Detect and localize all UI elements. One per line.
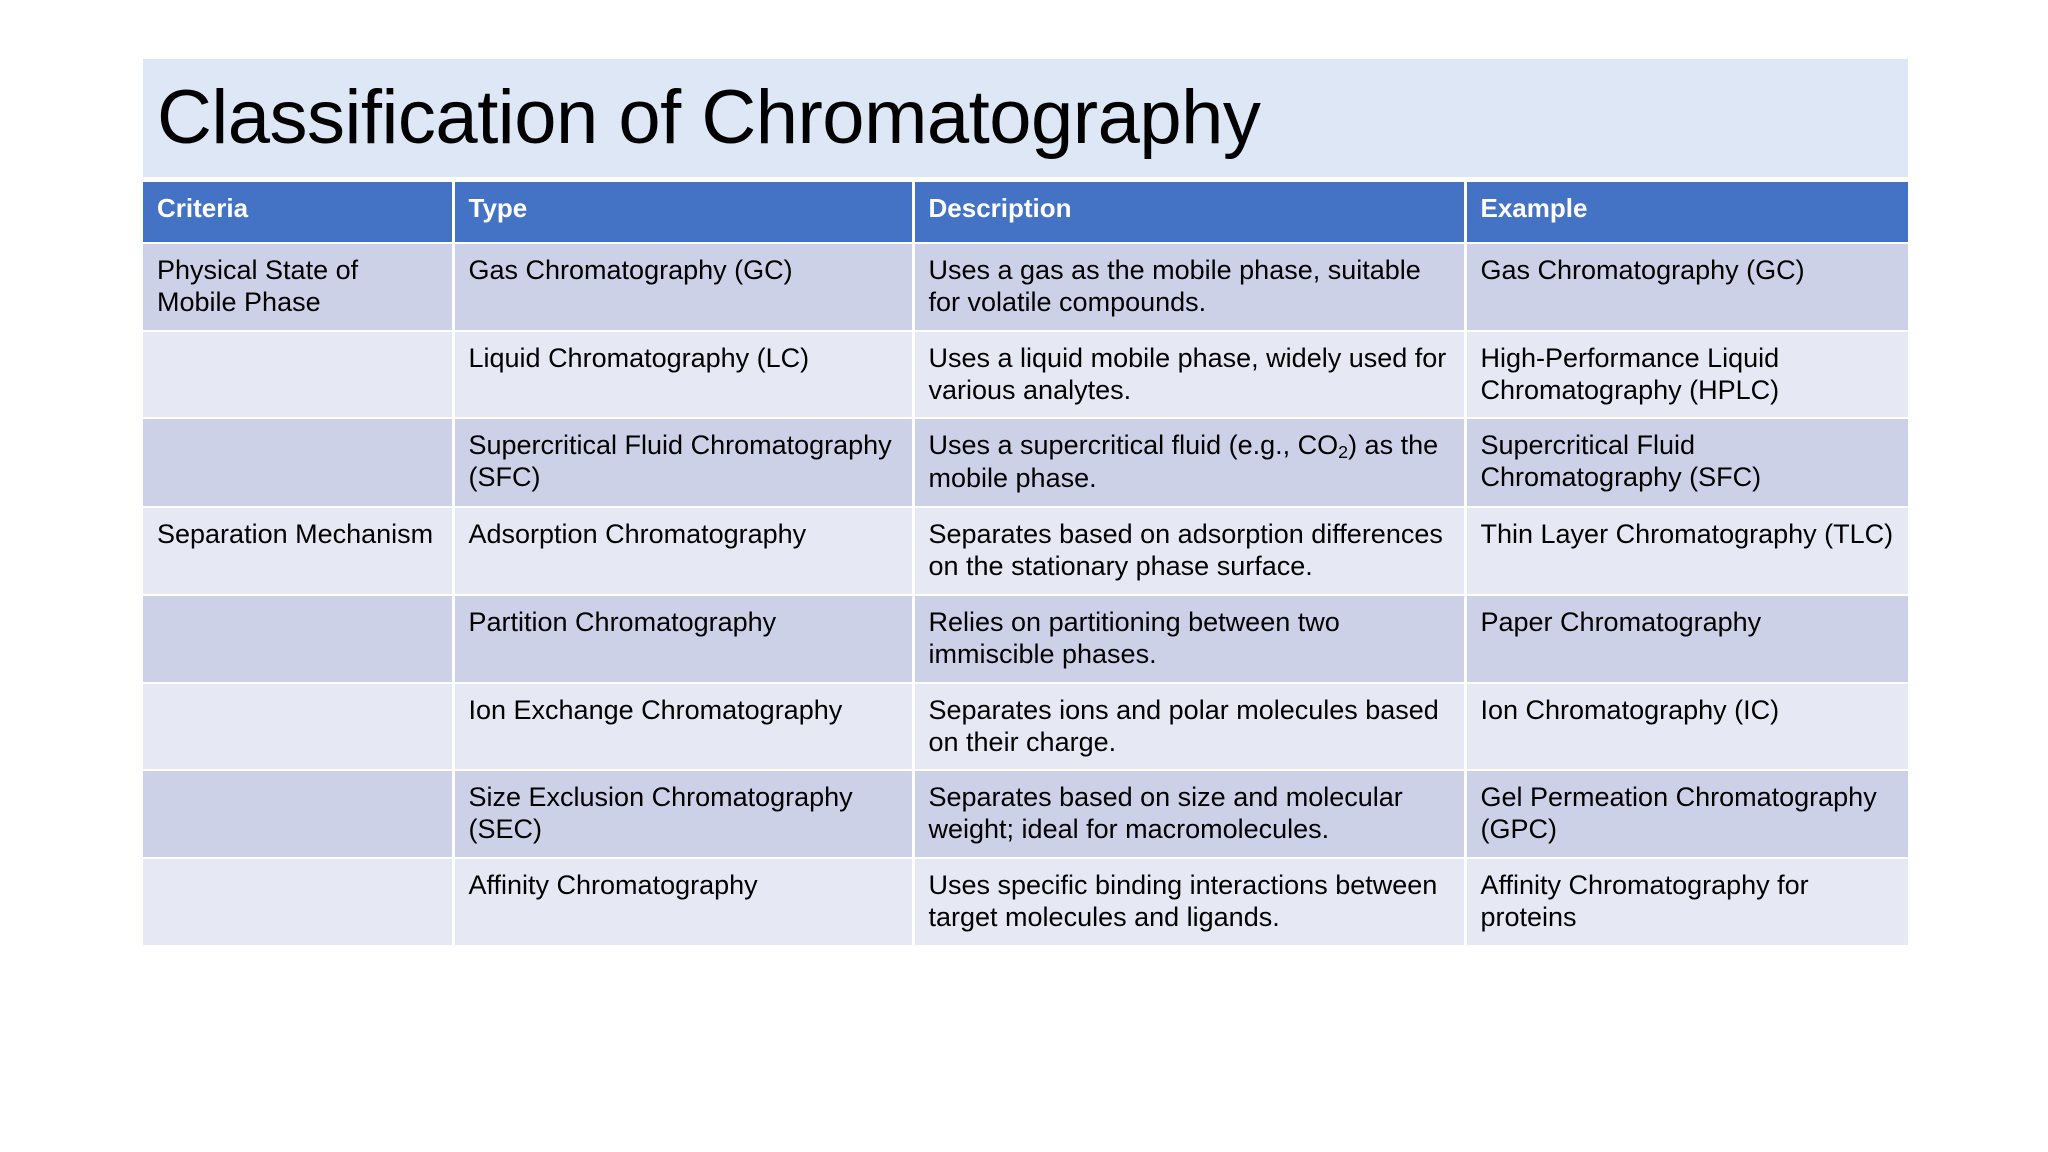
- cell-description: Uses specific binding interactions between target molecules and ligands.: [913, 858, 1465, 946]
- cell-example: High-Performance Liquid Chromatography (HPLC): [1465, 331, 1908, 419]
- cell-description: Separates based on adsorption differences on the stationary phase surface.: [913, 507, 1465, 595]
- cell-criteria: [143, 770, 453, 858]
- cell-type: Partition Chromatography: [453, 595, 913, 683]
- cell-description: Separates based on size and molecular weight; ideal for macromolecules.: [913, 770, 1465, 858]
- cell-description: Uses a supercritical fluid (e.g., $CO_2$) as the mobile phase.: [913, 418, 1465, 507]
- table-header: [143, 181, 1908, 243]
- title-band: [143, 59, 1908, 177]
- cell-type: Adsorption Chromatography: [453, 507, 913, 595]
- cell-description: Separates ions and polar molecules based on their charge.: [913, 683, 1465, 771]
- page-title: Classification of Chromatography: [157, 75, 1261, 160]
- cell-example: Affinity Chromatography for proteins: [1465, 858, 1908, 946]
- cell-criteria: Separation Mechanism: [143, 507, 453, 595]
- table-row: [143, 595, 1908, 683]
- table-header-row: [143, 181, 1908, 243]
- cell-example: Paper Chromatography: [1465, 595, 1908, 683]
- cell-criteria: Physical State of Mobile Phase: [143, 243, 453, 331]
- cell-example: Gel Permeation Chromatography (GPC): [1465, 770, 1908, 858]
- table-row: [143, 683, 1908, 771]
- cell-type: Supercritical Fluid Chromatography (SFC): [453, 418, 913, 507]
- cell-type: Liquid Chromatography (LC): [453, 331, 913, 419]
- cell-description: Uses a gas as the mobile phase, suitable for volatile compounds.: [913, 243, 1465, 331]
- cell-type: Gas Chromatography (GC): [453, 243, 913, 331]
- table-row: [143, 418, 1908, 507]
- column-header-example: Example: [1465, 181, 1908, 243]
- table-body: [143, 243, 1908, 946]
- cell-example: Supercritical Fluid Chromatography (SFC): [1465, 418, 1908, 507]
- subscript: 2: [1338, 442, 1349, 463]
- column-header-description: Description: [913, 181, 1465, 243]
- table-row: [143, 858, 1908, 946]
- table-row: [143, 770, 1908, 858]
- classification-table: [143, 180, 1908, 947]
- cell-criteria: [143, 595, 453, 683]
- cell-criteria: [143, 418, 453, 507]
- table-row: [143, 331, 1908, 419]
- cell-type: Size Exclusion Chromatography (SEC): [453, 770, 913, 858]
- cell-criteria: [143, 331, 453, 419]
- classification-table-container: [143, 180, 1908, 947]
- column-header-type: Type: [453, 181, 913, 243]
- cell-example: Ion Chromatography (IC): [1465, 683, 1908, 771]
- cell-description: Relies on partitioning between two immiscible phases.: [913, 595, 1465, 683]
- cell-example: Gas Chromatography (GC): [1465, 243, 1908, 331]
- cell-type: Ion Exchange Chromatography: [453, 683, 913, 771]
- cell-type: Affinity Chromatography: [453, 858, 913, 946]
- cell-criteria: [143, 683, 453, 771]
- cell-criteria: [143, 858, 453, 946]
- column-header-criteria: Criteria: [143, 181, 453, 243]
- table-row: [143, 507, 1908, 595]
- cell-description: Uses a liquid mobile phase, widely used for various analytes.: [913, 331, 1465, 419]
- table-row: [143, 243, 1908, 331]
- cell-example: Thin Layer Chromatography (TLC): [1465, 507, 1908, 595]
